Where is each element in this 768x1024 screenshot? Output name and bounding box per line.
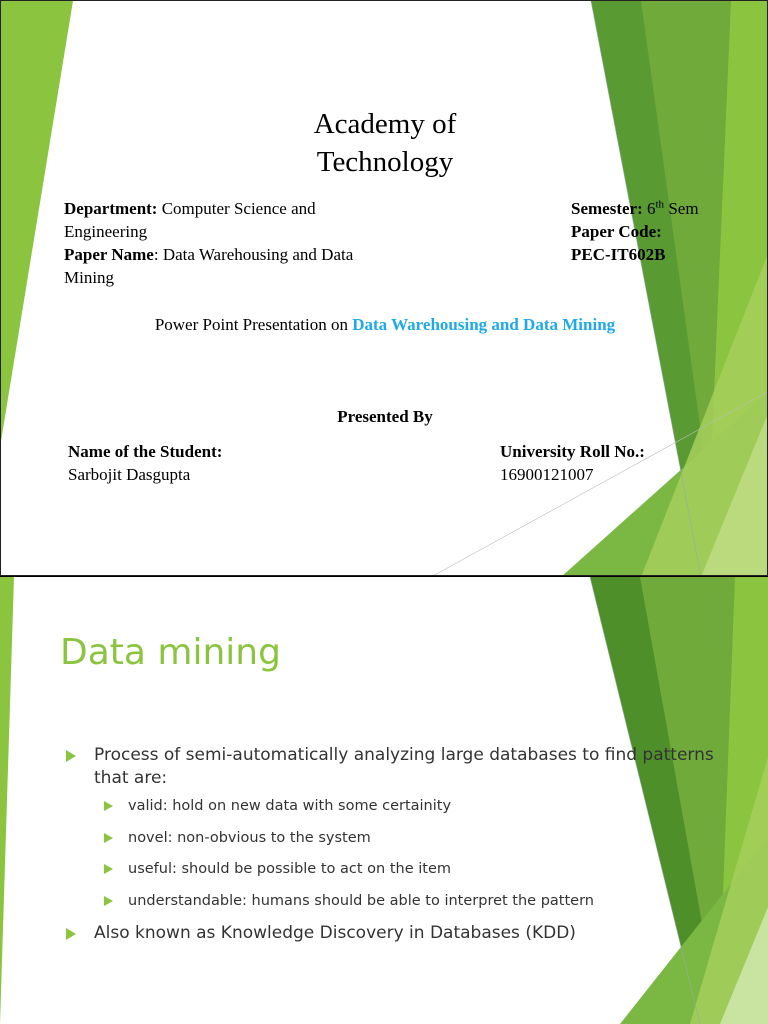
semester-number: 6 (642, 199, 656, 218)
sub-bullet-list (94, 796, 726, 911)
sub-bullet-text: understandable: humans should be able to interpret the pattern (128, 892, 594, 909)
institution-title (1, 105, 768, 181)
list-item (66, 744, 726, 911)
topic-prefix: Power Point Presentation on (154, 315, 353, 334)
presented-by-heading: Presented By (337, 407, 433, 426)
list-item (66, 859, 726, 879)
semester-label: Semester: (571, 199, 643, 218)
list-item (66, 828, 726, 848)
roll-label: University Roll No.: (500, 442, 645, 461)
bullet-list (66, 744, 726, 954)
bullet-text: Process of semi-automatically analyzing large databases to find patterns that are: (94, 745, 714, 788)
list-item (66, 891, 726, 911)
bullet-arrow-icon (66, 928, 76, 940)
paper-name-value: : Data Warehousing and Data Mining (64, 245, 354, 287)
student-block (68, 440, 222, 486)
bullet-arrow-icon (66, 750, 76, 762)
slide-title: Data mining (60, 632, 281, 673)
list-item (66, 922, 726, 945)
paper-name-label: Paper Name (64, 245, 154, 264)
paper-name-line (64, 243, 394, 289)
department-line (64, 197, 394, 243)
title-line-2: Technology (316, 146, 454, 178)
semester-suffix: Sem (664, 199, 699, 218)
paper-code-value: PEC-IT602B (571, 245, 666, 264)
department-value: Computer Science and Engineering (64, 199, 316, 241)
bullet-arrow-icon (104, 833, 113, 843)
roll-block (500, 440, 645, 486)
student-name: Sarbojit Dasgupta (68, 465, 191, 484)
department-label: Department: (64, 199, 158, 218)
roll-value: 16900121007 (500, 465, 594, 484)
course-info-left (64, 197, 394, 289)
student-label: Name of the Student: (68, 442, 223, 461)
semester-superscript: th (655, 198, 665, 211)
sub-bullet-text: useful: should be possible to act on the item (128, 861, 451, 877)
bullet-arrow-icon (104, 864, 113, 874)
paper-code-label: Paper Code: (571, 222, 662, 241)
sub-bullet-text: novel: non-obvious to the system (128, 829, 371, 846)
title-line-1: Academy of (313, 108, 457, 140)
sub-bullet-text: valid: hold on new data with some certainity (128, 798, 452, 814)
bullet-text: Also known as Knowledge Discovery in Databases (KDD) (94, 923, 576, 943)
bullet-arrow-icon (104, 896, 113, 906)
topic-highlight: Data Warehousing and Data Mining (352, 315, 616, 334)
semester-line (571, 197, 761, 220)
bullet-arrow-icon (104, 801, 113, 811)
course-info-right (571, 197, 761, 266)
list-item (66, 796, 726, 816)
presentation-topic (1, 313, 768, 336)
